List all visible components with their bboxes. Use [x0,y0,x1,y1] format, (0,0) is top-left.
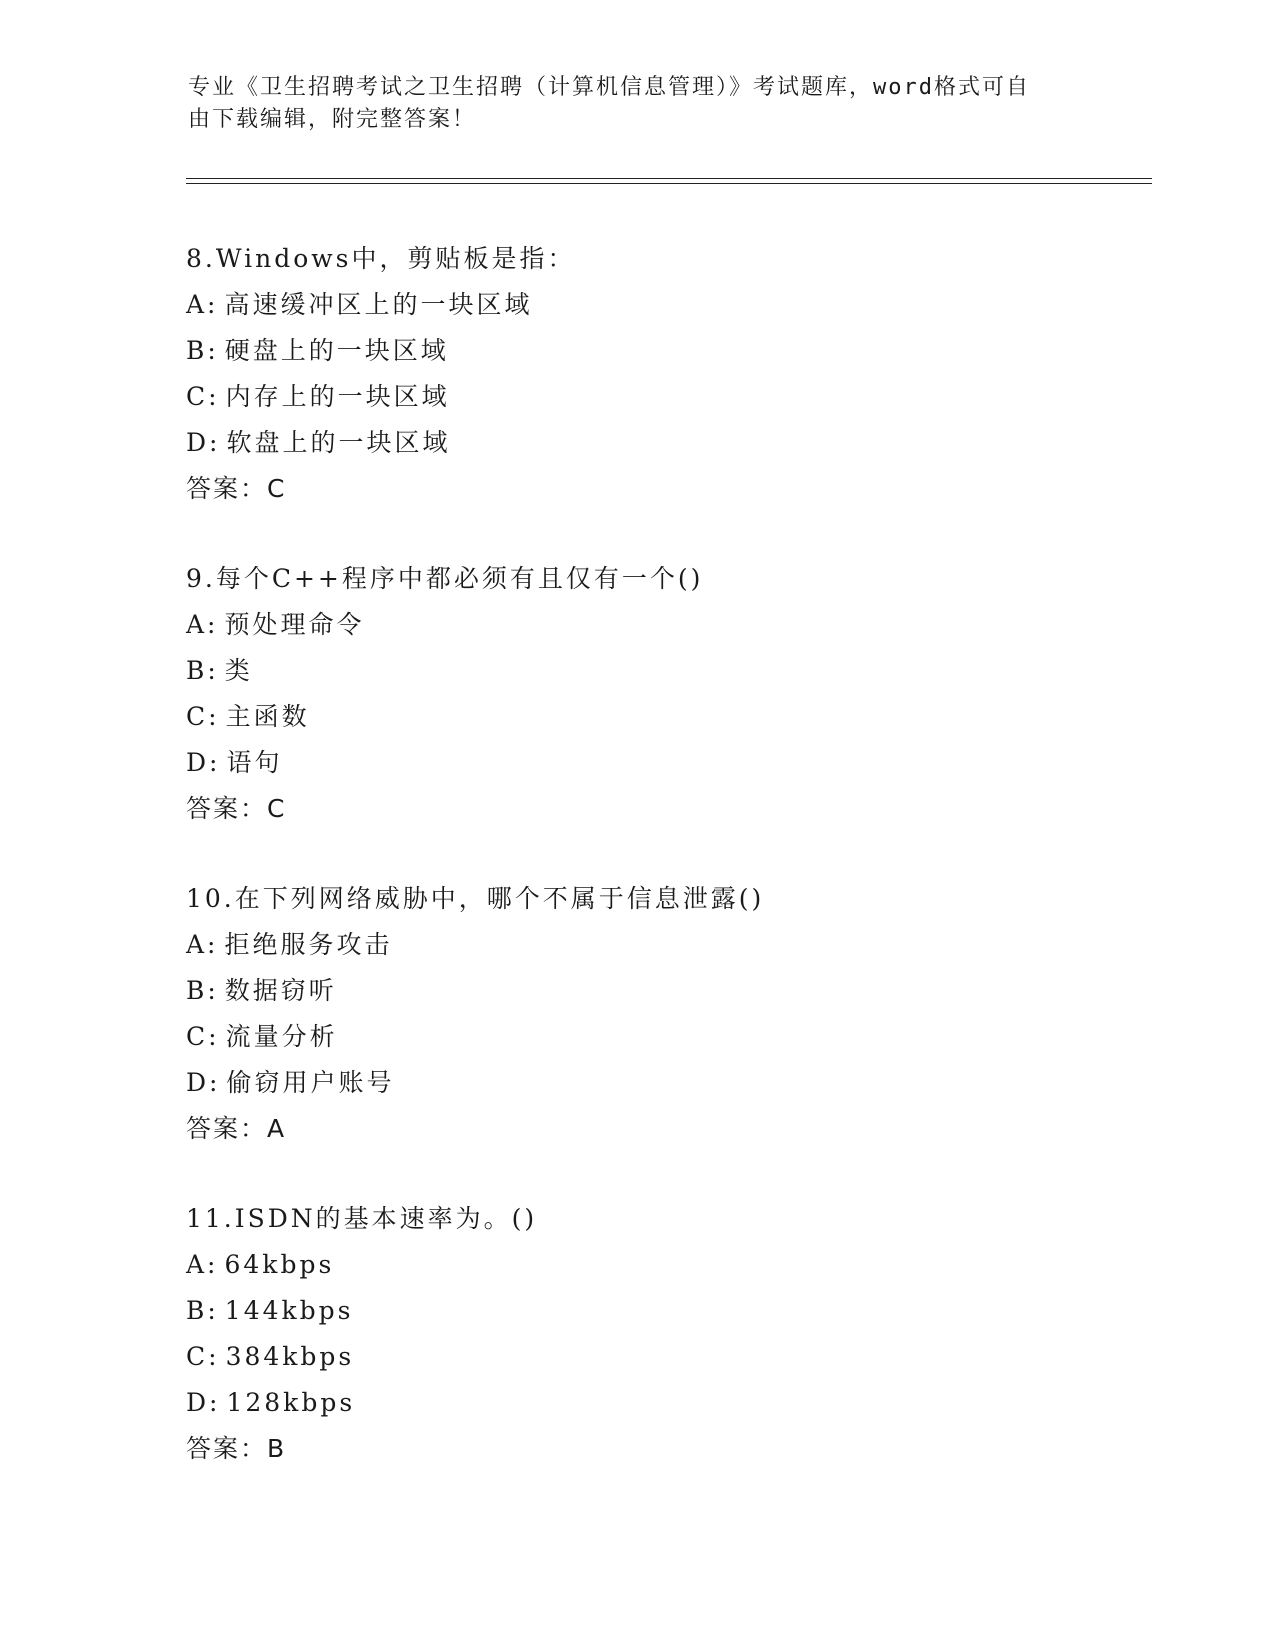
option-a [186,282,1146,328]
option-c [186,1334,1146,1380]
answer-line: 答案：B [186,1434,287,1463]
answer-line: 答案：C [186,474,287,503]
option-text: 偷窃用户账号 [226,1068,395,1097]
option-prefix: B: [186,1296,219,1325]
option-d [186,1060,1146,1106]
option-b [186,648,1146,694]
option-text: 预处理命令 [224,610,365,639]
option-prefix: A: [186,930,219,959]
option-prefix: B: [186,976,219,1005]
option-prefix: D: [186,1388,221,1417]
header-divider-top [186,178,1152,179]
question-11 [186,1196,1146,1472]
option-text: 类 [224,656,253,685]
option-prefix: A: [186,610,219,639]
header-line-2: 由下载编辑，附完整答案！ [188,107,477,132]
question-9 [186,556,1146,832]
question-8 [186,236,1146,512]
option-prefix: A: [186,1250,219,1279]
option-b [186,1288,1146,1334]
option-d [186,740,1146,786]
option-prefix: C: [186,702,220,731]
option-prefix: C: [186,382,220,411]
question-list [186,236,1146,1516]
question-stem: 10.在下列网络威胁中，哪个不属于信息泄露() [186,884,765,913]
option-prefix: B: [186,656,219,685]
option-text: 硬盘上的一块区域 [224,336,449,365]
option-c [186,1014,1146,1060]
document-header [188,72,1068,136]
option-a [186,1242,1146,1288]
option-text: 64kbps [224,1250,335,1279]
option-prefix: D: [186,748,221,777]
option-b [186,968,1146,1014]
option-prefix: A: [186,290,219,319]
option-text: 高速缓冲区上的一块区域 [224,290,533,319]
option-text: 384kbps [225,1342,355,1371]
question-stem: 8.Windows中，剪贴板是指： [186,244,576,273]
option-prefix: B: [186,336,219,365]
answer-line: 答案：C [186,794,287,823]
option-text: 144kbps [224,1296,354,1325]
header-divider-bottom [186,183,1152,184]
option-text: 流量分析 [225,1022,338,1051]
option-a [186,922,1146,968]
option-text: 128kbps [226,1388,356,1417]
question-stem: 9.每个C++程序中都必须有且仅有一个() [186,564,704,593]
option-text: 主函数 [225,702,310,731]
option-text: 拒绝服务攻击 [224,930,393,959]
answer-line: 答案：A [186,1114,287,1143]
option-d [186,420,1146,466]
header-line-1: 专业《卫生招聘考试之卫生招聘（计算机信息管理）》考试题库，word格式可自 [188,75,1030,100]
option-c [186,374,1146,420]
option-prefix: C: [186,1022,220,1051]
option-prefix: D: [186,1068,221,1097]
question-10 [186,876,1146,1152]
option-text: 数据窃听 [224,976,337,1005]
option-prefix: D: [186,428,221,457]
option-d [186,1380,1146,1426]
option-b [186,328,1146,374]
option-a [186,602,1146,648]
option-prefix: C: [186,1342,220,1371]
option-c [186,694,1146,740]
option-text: 内存上的一块区域 [225,382,450,411]
question-stem: 11.ISDN的基本速率为。() [186,1204,538,1233]
option-text: 软盘上的一块区域 [226,428,451,457]
option-text: 语句 [226,748,283,777]
